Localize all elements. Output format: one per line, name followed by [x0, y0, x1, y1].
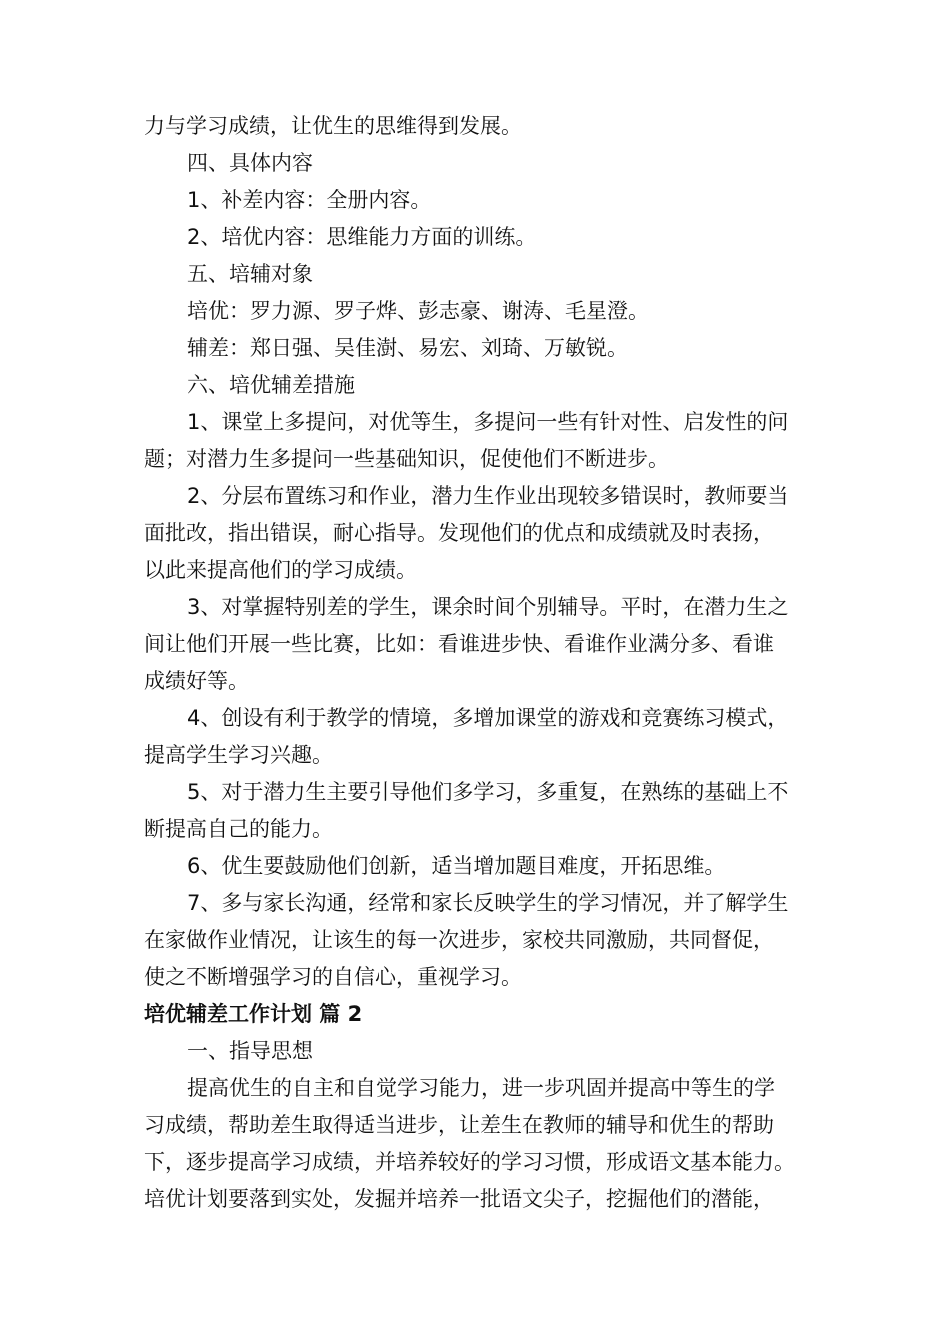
- text-line: 培优计划要落到实处，发掘并培养一批语文尖子，挖掘他们的潜能，: [144, 1187, 774, 1211]
- document-page: [144, 108, 824, 1218]
- text-line: 题；对潜力生多提问一些基础知识，促使他们不断进步。: [144, 447, 669, 471]
- text-line: 下，逐步提高学习成绩，并培养较好的学习习惯，形成语文基本能力。: [144, 1150, 795, 1174]
- text-line: 六、培优辅差措施: [187, 373, 355, 397]
- text-line: 习成绩，帮助差生取得适当进步，让差生在教师的辅导和优生的帮助: [144, 1113, 774, 1137]
- text-line: 提高学生学习兴趣。: [144, 743, 333, 767]
- text-line: 成绩好等。: [144, 669, 249, 693]
- text-line: 3、对掌握特别差的学生，课余时间个别辅导。平时，在潜力生之: [187, 595, 789, 619]
- text-line: 一、指导思想: [187, 1039, 313, 1063]
- text-line: 四、具体内容: [187, 151, 313, 175]
- text-line: 五、培辅对象: [187, 262, 313, 286]
- text-line: 培优：罗力源、罗子烨、彭志豪、谢涛、毛星澄。: [187, 299, 649, 323]
- text-line: 面批改，指出错误，耐心指导。发现他们的优点和成绩就及时表扬，: [144, 521, 774, 545]
- text-line: 1、课堂上多提问，对优等生，多提问一些有针对性、启发性的问: [187, 410, 789, 434]
- text-line: 2、分层布置练习和作业，潜力生作业出现较多错误时，教师要当: [187, 484, 789, 508]
- text-line: 1、补差内容：全册内容。: [187, 188, 432, 212]
- section-heading: 培优辅差工作计划 篇 2: [144, 1002, 363, 1026]
- text-line: 力与学习成绩，让优生的思维得到发展。: [144, 114, 522, 138]
- text-line: 4、创设有利于教学的情境，多增加课堂的游戏和竞赛练习模式，: [187, 706, 789, 730]
- text-line: 间让他们开展一些比赛，比如：看谁进步快、看谁作业满分多、看谁: [144, 632, 774, 656]
- text-line: 提高优生的自主和自觉学习能力，进一步巩固并提高中等生的学: [187, 1076, 775, 1100]
- text-line: 在家做作业情况，让该生的每一次进步，家校共同激励，共同督促，: [144, 928, 774, 952]
- text-line: 以此来提高他们的学习成绩。: [144, 558, 417, 582]
- text-line: 6、优生要鼓励他们创新，适当增加题目难度，开拓思维。: [187, 854, 726, 878]
- text-line: 7、多与家长沟通，经常和家长反映学生的学习情况，并了解学生: [187, 891, 789, 915]
- text-line: 辅差：郑日强、吴佳澍、易宏、刘琦、万敏锐。: [187, 336, 628, 360]
- text-line: 5、对于潜力生主要引导他们多学习，多重复，在熟练的基础上不: [187, 780, 789, 804]
- text-line: 2、培优内容：思维能力方面的训练。: [187, 225, 537, 249]
- text-line: 使之不断增强学习的自信心，重视学习。: [144, 965, 522, 989]
- text-line: 断提高自己的能力。: [144, 817, 333, 841]
